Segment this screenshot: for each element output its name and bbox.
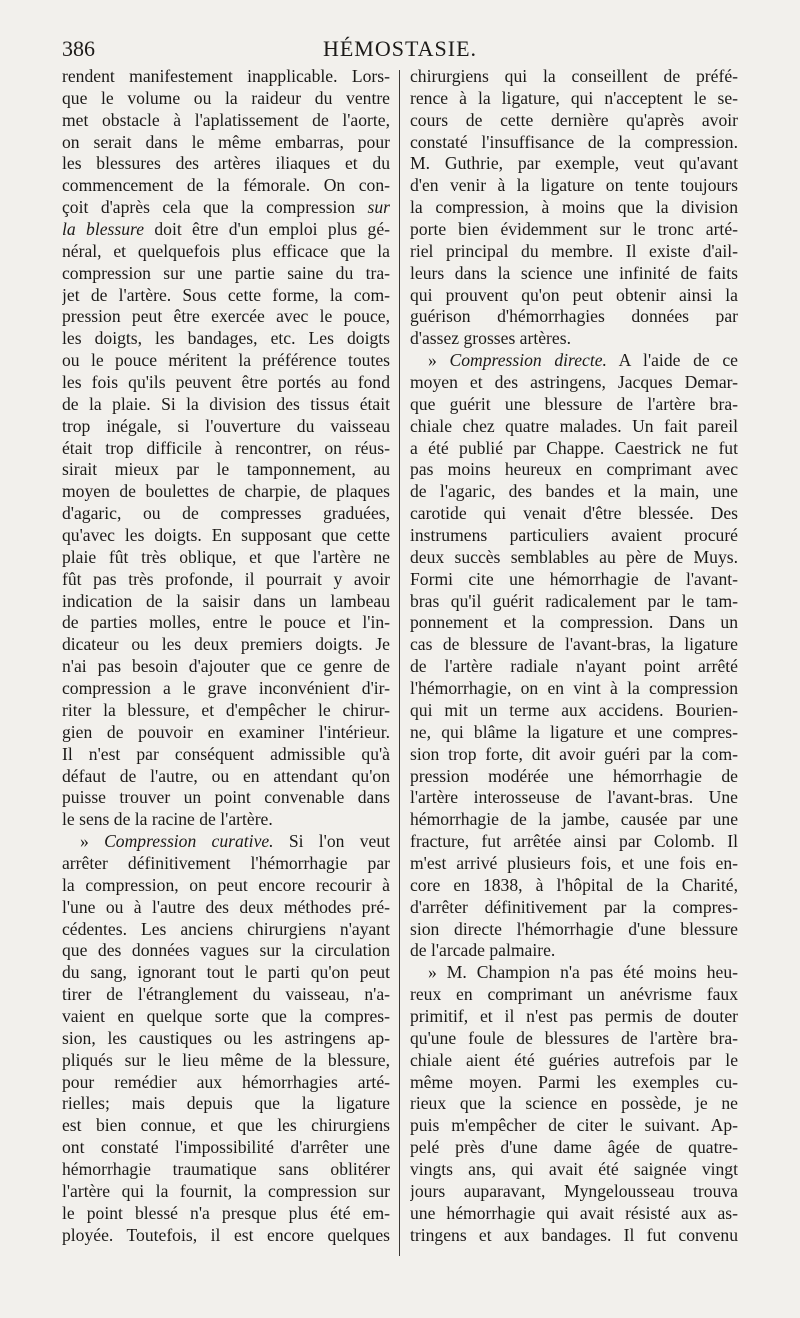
left-column-line bbox=[62, 591, 390, 613]
page-number: 386 bbox=[62, 36, 95, 61]
left-column-line bbox=[62, 88, 390, 110]
text-run: a été publié par Chappe. Caestrick ne fut bbox=[410, 437, 738, 458]
text-run: qui mit un terme aux accidens. Bourien- bbox=[410, 699, 738, 720]
right-column-line bbox=[410, 350, 738, 372]
right-column-line bbox=[410, 831, 738, 853]
text-run: ont constaté l'impossibilité d'arrêter une bbox=[62, 1137, 390, 1158]
left-column-line bbox=[62, 1050, 390, 1072]
text-run: riel principal du membre. Il existe d'ail- bbox=[410, 240, 738, 261]
text-run: pression modérée une hémorrhagie de bbox=[410, 765, 738, 786]
text-run: fût pas très profonde, il pourrait y avoir bbox=[62, 568, 390, 589]
left-column-line bbox=[62, 787, 390, 809]
right-column-line bbox=[410, 241, 738, 263]
right-column-line bbox=[410, 153, 738, 175]
left-column-line bbox=[62, 962, 390, 984]
text-run: arrêter définitivement l'hémorrhagie par bbox=[62, 852, 390, 873]
text-run: indication de la saisir dans un lambeau bbox=[62, 590, 390, 611]
text-run: instrumens particuliers avaient procuré bbox=[410, 525, 738, 546]
right-column-line bbox=[410, 766, 738, 788]
right-column-line bbox=[410, 547, 738, 569]
left-column-line bbox=[62, 241, 390, 263]
text-run: compression sur une partie saine du tra- bbox=[62, 262, 390, 283]
text-run: l'une ou à l'autre des deux méthodes pré- bbox=[62, 896, 390, 917]
text-run: rence à la ligature, qui n'acceptent le se- bbox=[410, 87, 738, 108]
text-run: bras qu'il guérit radicalement par le tam- bbox=[410, 590, 738, 611]
left-column-line bbox=[62, 1093, 390, 1115]
right-column-line bbox=[410, 744, 738, 766]
right-column-line bbox=[410, 853, 738, 875]
text-run: carotide qui venait d'être blessée. Des bbox=[410, 503, 738, 524]
text-run: on serait dans le même embarras, pour bbox=[62, 131, 390, 152]
right-column-line bbox=[410, 1050, 738, 1072]
right-column-line bbox=[410, 503, 738, 525]
text-run: moyen de boulettes de charpie, de plaques bbox=[62, 481, 390, 502]
text-run: d'assez grosses artères. bbox=[410, 328, 571, 349]
left-column-line bbox=[62, 1028, 390, 1050]
right-column-line bbox=[410, 591, 738, 613]
right-column-line bbox=[410, 219, 738, 241]
left-column-line bbox=[62, 1203, 390, 1225]
left-column-line bbox=[62, 350, 390, 372]
right-column-line bbox=[410, 656, 738, 678]
text-run: d'agaric, ou de compresses graduées, bbox=[62, 503, 390, 524]
text-run: pression peut être exercée avec le pouce, bbox=[62, 306, 390, 327]
text-run: sion trop forte, dit avoir guéri par la com- bbox=[410, 743, 738, 764]
right-column-line bbox=[410, 1181, 738, 1203]
left-column-line bbox=[62, 197, 390, 219]
right-column-line bbox=[410, 459, 738, 481]
text-run: sirait mieux par le tamponnement, au bbox=[62, 459, 390, 480]
column-divider bbox=[399, 70, 400, 1256]
text-run: l'artère qui la fournit, la compression sur bbox=[62, 1180, 390, 1201]
text-run: qu'avec les doigts. En supposant que cette bbox=[62, 525, 390, 546]
left-column-line bbox=[62, 132, 390, 154]
left-column-line bbox=[62, 306, 390, 328]
text-run: hémorrhagie de la jambe, causée par une bbox=[410, 809, 738, 830]
text-run: çoit d'après cela que la compression bbox=[62, 197, 368, 218]
text-run: moyen et des astringens, Jacques Demar- bbox=[410, 372, 738, 393]
text-run: m'est arrivé plusieurs fois, et une fois en- bbox=[410, 852, 738, 873]
italic-phrase: sur bbox=[367, 197, 390, 218]
right-column-line bbox=[410, 1203, 738, 1225]
text-run: compression a le grave inconvénient d'ir- bbox=[62, 678, 390, 699]
text-run: ployée. Toutefois, il est encore quelques bbox=[62, 1224, 390, 1245]
text-run: gien de pouvoir en examiner l'intérieur. bbox=[62, 721, 390, 742]
text-run: qui prouvent qu'on peut obtenir ainsi la bbox=[410, 284, 738, 305]
right-column-line bbox=[410, 175, 738, 197]
left-column-line bbox=[62, 1159, 390, 1181]
text-run: tringens et aux bandages. Il fut convenu bbox=[410, 1224, 738, 1245]
text-run: puisse trouver un point convenable dans bbox=[62, 787, 390, 808]
left-column-line bbox=[62, 722, 390, 744]
text-run: cours de cette dernière qu'après avoir bbox=[410, 109, 738, 130]
text-run: n'ai pas besoin d'ajouter que ce genre de bbox=[62, 656, 390, 677]
right-column-line bbox=[410, 1159, 738, 1181]
left-column-line bbox=[62, 1181, 390, 1203]
text-run: était trop difficile à rencontrer, on réus- bbox=[62, 437, 390, 458]
text-run: chiale aient été guéries autrefois par le bbox=[410, 1049, 738, 1070]
text-run: pas moins heureux en comprimant avec bbox=[410, 459, 738, 480]
text-run: deux succès semblables au père de Muys. bbox=[410, 546, 738, 567]
left-column-line bbox=[62, 1225, 390, 1247]
left-column-line bbox=[62, 940, 390, 962]
text-run: commencement de la fémorale. On con- bbox=[62, 175, 390, 196]
text-run: rieux que la science en possède, je ne bbox=[410, 1093, 738, 1114]
text-run: met obstacle à l'aplatissement de l'aorte, bbox=[62, 109, 390, 130]
text-run: ponnement et la compression. Dans un bbox=[410, 612, 738, 633]
right-column-line bbox=[410, 285, 738, 307]
text-run: A l'aide de ce bbox=[606, 350, 738, 371]
left-column-line bbox=[62, 831, 390, 853]
text-run: de parties molles, entre le pouce et l'in- bbox=[62, 612, 390, 633]
text-run: rendent manifestement inapplicable. Lors- bbox=[62, 66, 390, 86]
right-column-line bbox=[410, 1006, 738, 1028]
text-run: Si l'on veut bbox=[273, 831, 390, 852]
right-column-line bbox=[410, 88, 738, 110]
text-run: le sens de la racine de l'artère. bbox=[62, 809, 273, 830]
left-column-line bbox=[62, 110, 390, 132]
left-column-line bbox=[62, 919, 390, 941]
right-column-line bbox=[410, 634, 738, 656]
text-run: core en 1838, à l'hôpital de la Charité, bbox=[410, 874, 738, 895]
right-column-line bbox=[410, 809, 738, 831]
right-column-line bbox=[410, 700, 738, 722]
text-run: Il n'est par conséquent admissible qu'à bbox=[62, 743, 390, 764]
text-run: ne, qui blâme la ligature et une compres- bbox=[410, 721, 738, 742]
text-run: de l'arcade palmaire. bbox=[410, 940, 556, 961]
left-column-line bbox=[62, 481, 390, 503]
left-column-line bbox=[62, 766, 390, 788]
right-column-line bbox=[410, 612, 738, 634]
left-column bbox=[62, 66, 390, 1246]
text-run: dicateur ou les deux premiers doigts. Je bbox=[62, 634, 390, 655]
text-run: tirer de l'étranglement du vaisseau, n'a- bbox=[62, 984, 390, 1005]
text-run: jet de l'artère. Sous cette forme, la com- bbox=[62, 284, 390, 305]
left-column-line bbox=[62, 547, 390, 569]
right-column-line bbox=[410, 481, 738, 503]
left-column-line bbox=[62, 1137, 390, 1159]
right-column-line bbox=[410, 110, 738, 132]
left-column-line bbox=[62, 416, 390, 438]
text-run: sion directe l'hémorrhagie d'une blessure bbox=[410, 918, 738, 939]
text-run: doit être d'un emploi plus gé- bbox=[144, 219, 390, 240]
right-column bbox=[410, 66, 738, 1246]
text-run: le point blessé n'a presque plus été em- bbox=[62, 1202, 390, 1223]
left-column-line bbox=[62, 263, 390, 285]
text-run: de l'artère radiale n'ayant point arrêté bbox=[410, 656, 738, 677]
text-run: » M. Champion n'a pas été moins heu- bbox=[428, 962, 738, 983]
text-run: fracture, fut arrêtée ainsi par Colomb. Il bbox=[410, 831, 738, 852]
left-column-line bbox=[62, 285, 390, 307]
left-column-line bbox=[62, 984, 390, 1006]
text-run: » bbox=[428, 350, 450, 371]
right-column-line bbox=[410, 1072, 738, 1094]
text-run: cédentes. Les anciens chirurgiens n'ayant bbox=[62, 918, 390, 939]
text-run: l'artère interosseuse de l'avant-bras. Une bbox=[410, 787, 738, 808]
left-column-line bbox=[62, 219, 390, 241]
text-run: leurs dans la science une infinité de faits bbox=[410, 262, 738, 283]
text-run: pliqués sur le lieu même de la blessure, bbox=[62, 1049, 390, 1070]
left-column-line bbox=[62, 897, 390, 919]
left-column-line bbox=[62, 612, 390, 634]
text-run: une hémorrhagie qui avait résisté aux as- bbox=[410, 1202, 738, 1223]
right-column-line bbox=[410, 306, 738, 328]
text-run: néral, et quelquefois plus efficace que la bbox=[62, 240, 390, 261]
right-column-line bbox=[410, 569, 738, 591]
text-run: les blessures des artères iliaques et du bbox=[62, 153, 390, 174]
text-run: pelé près d'une dame âgée de quatre- bbox=[410, 1137, 738, 1158]
text-run: ou le pouce méritent la préférence toutes bbox=[62, 350, 390, 371]
text-run: plaie fût très oblique, et que l'artère ne bbox=[62, 546, 390, 567]
running-title: HÉMOSTASIE. bbox=[322, 36, 478, 61]
left-column-line bbox=[62, 372, 390, 394]
right-column-line bbox=[410, 722, 738, 744]
text-run: jours auparavant, Myngelousseau trouva bbox=[410, 1180, 738, 1201]
left-column-line bbox=[62, 328, 390, 350]
text-run: constaté l'insuffisance de la compression. bbox=[410, 131, 738, 152]
right-column-line bbox=[410, 1137, 738, 1159]
text-run: la compression, à moins que la division bbox=[410, 197, 738, 218]
left-column-line bbox=[62, 66, 390, 88]
text-run: puis m'empêcher de citer le suivant. Ap- bbox=[410, 1115, 738, 1136]
right-column-line bbox=[410, 394, 738, 416]
text-run: hémorrhagie traumatique sans oblitérer bbox=[62, 1158, 390, 1179]
text-run: chiale chez quatre malades. Un fait pareil bbox=[410, 415, 738, 436]
right-column-line bbox=[410, 132, 738, 154]
right-column-line bbox=[410, 416, 738, 438]
text-run: défaut de l'autre, ou en attendant qu'on bbox=[62, 765, 390, 786]
text-run: les fois qu'ils peuvent être portés au fond bbox=[62, 372, 390, 393]
text-run: d'en venir à la ligature on tente toujours bbox=[410, 175, 738, 196]
text-run: trop inégale, si l'ouverture du vaisseau bbox=[62, 415, 390, 436]
right-column-line bbox=[410, 372, 738, 394]
right-column-line bbox=[410, 1225, 738, 1247]
right-column-line bbox=[410, 438, 738, 460]
page-header bbox=[62, 36, 738, 68]
text-run: d'arrêter définitivement par la compres- bbox=[410, 896, 738, 917]
text-run: même moyen. Parmi les exemples cu- bbox=[410, 1071, 738, 1092]
text-run: » bbox=[80, 831, 105, 852]
left-column-line bbox=[62, 634, 390, 656]
text-run: du sang, ignorant tout le parti qu'on peut bbox=[62, 962, 390, 983]
right-column-line bbox=[410, 919, 738, 941]
right-column-line bbox=[410, 328, 738, 350]
right-column-line bbox=[410, 1115, 738, 1137]
text-run: vingts ans, qui avait été saignée vingt bbox=[410, 1158, 738, 1179]
text-run: M. Guthrie, par exemple, veut qu'avant bbox=[410, 153, 738, 174]
right-column-line bbox=[410, 525, 738, 547]
text-run: rielles; mais depuis que la ligature bbox=[62, 1093, 390, 1114]
left-column-line bbox=[62, 853, 390, 875]
right-column-line bbox=[410, 940, 738, 962]
left-column-line bbox=[62, 1072, 390, 1094]
text-run: vaient en quelque sorte que la compres- bbox=[62, 1005, 390, 1026]
left-column-line bbox=[62, 438, 390, 460]
text-run: reux en comprimant un anévrisme faux bbox=[410, 984, 738, 1005]
left-column-line bbox=[62, 1115, 390, 1137]
right-column-line bbox=[410, 875, 738, 897]
text-run: de la plaie. Si la division des tissus était bbox=[62, 393, 390, 414]
right-column-line bbox=[410, 897, 738, 919]
italic-phrase: la blessure bbox=[62, 219, 145, 240]
left-column-line bbox=[62, 875, 390, 897]
text-run: les doigts, les bandages, etc. Les doigts bbox=[62, 328, 390, 349]
right-column-line bbox=[410, 197, 738, 219]
right-column-line bbox=[410, 678, 738, 700]
text-run: pour remédier aux hémorrhagies arté- bbox=[62, 1071, 390, 1092]
text-run: que guérit une blessure de l'artère bra- bbox=[410, 393, 738, 414]
text-run: la compression, on peut encore recourir à bbox=[62, 874, 390, 895]
right-column-line bbox=[410, 263, 738, 285]
text-run: sion, les caustiques ou les astringens ap- bbox=[62, 1027, 390, 1048]
right-column-line bbox=[410, 66, 738, 88]
text-run: que des données vagues sur la circulation bbox=[62, 940, 390, 961]
text-run: l'hémorrhagie, on en vint à la compression bbox=[410, 678, 738, 699]
left-column-line bbox=[62, 656, 390, 678]
left-column-line bbox=[62, 569, 390, 591]
right-column-line bbox=[410, 962, 738, 984]
italic-phrase: Compression curative. bbox=[104, 831, 274, 852]
text-run: de l'agaric, des bandes et la main, une bbox=[410, 481, 738, 502]
text-run: primitif, et il n'est pas permis de douter bbox=[410, 1005, 738, 1026]
italic-phrase: Compression directe. bbox=[449, 350, 607, 371]
left-column-line bbox=[62, 503, 390, 525]
text-run: guérison d'hémorrhagies données par bbox=[410, 306, 738, 327]
right-column-line bbox=[410, 1093, 738, 1115]
left-column-line bbox=[62, 678, 390, 700]
left-column-line bbox=[62, 1006, 390, 1028]
left-column-line bbox=[62, 809, 390, 831]
text-run: est bien connue, et que les chirurgiens bbox=[62, 1115, 390, 1136]
left-column-line bbox=[62, 525, 390, 547]
left-column-line bbox=[62, 394, 390, 416]
left-column-line bbox=[62, 700, 390, 722]
text-run: cas de blessure de l'avant-bras, la ligature bbox=[410, 634, 738, 655]
text-run: que le volume ou la raideur du ventre bbox=[62, 87, 390, 108]
text-run: Formi cite une hémorrhagie de l'avant- bbox=[410, 568, 738, 589]
right-column-line bbox=[410, 984, 738, 1006]
left-column-line bbox=[62, 153, 390, 175]
text-run: porte bien évidemment sur le tronc arté- bbox=[410, 219, 738, 240]
left-column-line bbox=[62, 459, 390, 481]
right-column-line bbox=[410, 1028, 738, 1050]
left-column-line bbox=[62, 744, 390, 766]
right-column-line bbox=[410, 787, 738, 809]
text-run: riter la blessure, et d'empêcher le chirur- bbox=[62, 699, 390, 720]
left-column-line bbox=[62, 175, 390, 197]
text-run: chirurgiens qui la conseillent de préfé- bbox=[410, 66, 738, 86]
text-run: qu'une foule de blessures de l'artère bra- bbox=[410, 1027, 738, 1048]
